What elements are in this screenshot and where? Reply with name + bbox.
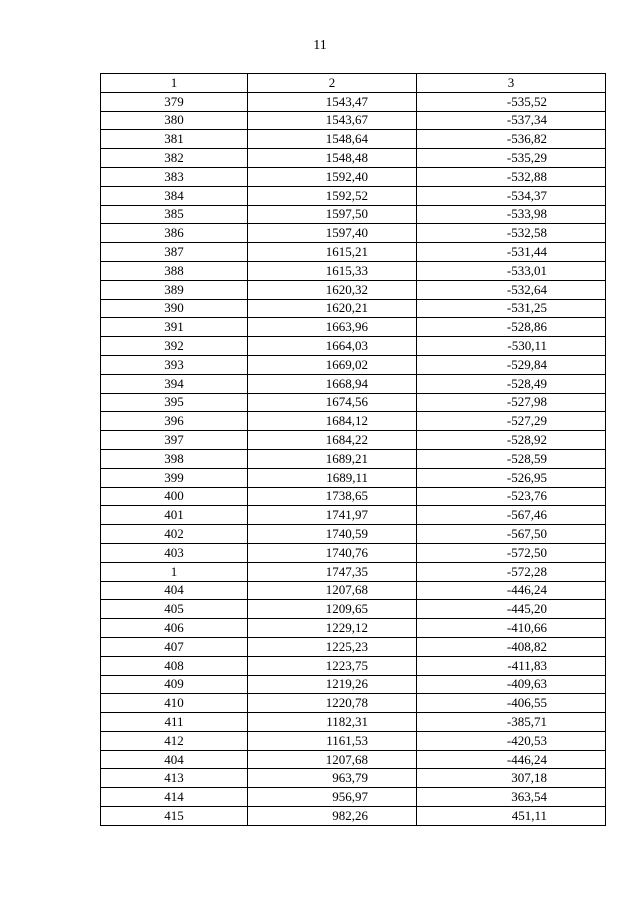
coordinate-x-cell: 1615,21 [248,243,417,262]
coordinate-y-cell: -535,29 [417,149,606,168]
coordinate-y-cell: -523,76 [417,487,606,506]
point-number-cell: 409 [101,675,248,694]
coordinate-x-cell: 1592,40 [248,167,417,186]
coordinate-y-cell: -526,95 [417,468,606,487]
coordinate-x-cell: 982,26 [248,807,417,826]
table-row [101,374,606,393]
coordinate-y-cell: -446,24 [417,581,606,600]
point-number-cell: 411 [101,713,248,732]
point-number-cell: 383 [101,167,248,186]
table-row [101,788,606,807]
coordinate-x-cell: 1597,50 [248,205,417,224]
coordinate-x-cell: 1620,21 [248,299,417,318]
point-number-cell: 391 [101,318,248,337]
coordinate-x-cell: 1615,33 [248,261,417,280]
coordinate-x-cell: 1182,31 [248,713,417,732]
coordinate-x-cell: 1663,96 [248,318,417,337]
coordinate-y-cell: 307,18 [417,769,606,788]
point-number-cell: 408 [101,656,248,675]
point-number-cell: 384 [101,186,248,205]
coordinates-table [100,73,606,826]
point-number-cell: 390 [101,299,248,318]
table-row [101,261,606,280]
point-number-cell: 403 [101,543,248,562]
coordinate-y-cell: -531,25 [417,299,606,318]
table-row [101,449,606,468]
table-row [101,412,606,431]
coordinate-y-cell: -572,50 [417,543,606,562]
coordinate-x-cell: 1219,26 [248,675,417,694]
table-row [101,562,606,581]
coordinate-y-cell: -532,88 [417,167,606,186]
coordinate-x-cell: 1741,97 [248,506,417,525]
coordinate-y-cell: -528,59 [417,449,606,468]
table-row [101,92,606,111]
table-row [101,675,606,694]
point-number-cell: 412 [101,731,248,750]
point-number-cell: 402 [101,525,248,544]
coordinate-x-cell: 1740,76 [248,543,417,562]
coordinate-y-cell: -528,49 [417,374,606,393]
point-number-cell: 397 [101,431,248,450]
column-header-1: 1 [101,74,248,93]
table-row [101,224,606,243]
point-number-cell: 405 [101,600,248,619]
coordinate-y-cell: -528,86 [417,318,606,337]
coordinate-y-cell: -572,28 [417,562,606,581]
column-header-3: 3 [417,74,606,93]
coordinate-x-cell: 1620,32 [248,280,417,299]
table-row [101,506,606,525]
coordinate-y-cell: -527,98 [417,393,606,412]
coordinate-y-cell: -567,50 [417,525,606,544]
point-number-cell: 410 [101,694,248,713]
coordinate-y-cell: -536,82 [417,130,606,149]
table-row [101,186,606,205]
coordinate-x-cell: 1668,94 [248,374,417,393]
coordinate-y-cell: -534,37 [417,186,606,205]
table-row [101,393,606,412]
coordinate-x-cell: 1664,03 [248,337,417,356]
point-number-cell: 386 [101,224,248,243]
point-number-cell: 394 [101,374,248,393]
point-number-cell: 392 [101,337,248,356]
point-number-cell: 381 [101,130,248,149]
coordinate-x-cell: 1689,11 [248,468,417,487]
table-row [101,337,606,356]
coordinate-x-cell: 1220,78 [248,694,417,713]
point-number-cell: 401 [101,506,248,525]
page-number: 11 [313,38,327,53]
coordinate-x-cell: 1229,12 [248,619,417,638]
coordinate-x-cell: 1548,48 [248,149,417,168]
coordinate-x-cell: 1738,65 [248,487,417,506]
table-row [101,619,606,638]
coordinate-x-cell: 1597,40 [248,224,417,243]
table-row [101,149,606,168]
coordinate-y-cell: -411,83 [417,656,606,675]
point-number-cell: 393 [101,355,248,374]
point-number-cell: 382 [101,149,248,168]
table-row [101,525,606,544]
coordinate-y-cell: -532,64 [417,280,606,299]
table-row [101,468,606,487]
point-number-cell: 415 [101,807,248,826]
coordinate-x-cell: 1543,47 [248,92,417,111]
point-number-cell: 387 [101,243,248,262]
coordinate-y-cell: -527,29 [417,412,606,431]
point-number-cell: 398 [101,449,248,468]
point-number-cell: 400 [101,487,248,506]
table-row [101,807,606,826]
coordinate-x-cell: 1161,53 [248,731,417,750]
point-number-cell: 379 [101,92,248,111]
table-row [101,731,606,750]
coordinate-x-cell: 1543,67 [248,111,417,130]
coordinate-x-cell: 1684,22 [248,431,417,450]
point-number-cell: 385 [101,205,248,224]
table-row [101,355,606,374]
coordinate-y-cell: 451,11 [417,807,606,826]
coordinate-x-cell: 1669,02 [248,355,417,374]
table-row [101,431,606,450]
table-row [101,581,606,600]
coordinate-y-cell: -528,92 [417,431,606,450]
table-row [101,637,606,656]
point-number-cell: 380 [101,111,248,130]
table-row [101,543,606,562]
point-number-cell: 414 [101,788,248,807]
table-row [101,769,606,788]
table-row [101,600,606,619]
point-number-cell: 389 [101,280,248,299]
coordinate-y-cell: -529,84 [417,355,606,374]
point-number-cell: 404 [101,750,248,769]
coordinate-x-cell: 1592,52 [248,186,417,205]
coordinate-y-cell: -537,34 [417,111,606,130]
coordinate-y-cell: -533,98 [417,205,606,224]
point-number-cell: 413 [101,769,248,788]
table-row [101,130,606,149]
coordinate-x-cell: 1747,35 [248,562,417,581]
coordinate-x-cell: 1223,75 [248,656,417,675]
coordinate-x-cell: 1689,21 [248,449,417,468]
coordinate-x-cell: 1209,65 [248,600,417,619]
coordinate-y-cell: -446,24 [417,750,606,769]
coordinate-x-cell: 1684,12 [248,412,417,431]
coordinate-x-cell: 1740,59 [248,525,417,544]
table-row [101,243,606,262]
table-row [101,750,606,769]
coordinate-y-cell: -409,63 [417,675,606,694]
point-number-cell: 404 [101,581,248,600]
point-number-cell: 407 [101,637,248,656]
coordinate-y-cell: 363,54 [417,788,606,807]
coordinate-y-cell: -445,20 [417,600,606,619]
table-row [101,111,606,130]
column-header-2: 2 [248,74,417,93]
coordinate-y-cell: -533,01 [417,261,606,280]
coordinate-y-cell: -408,82 [417,637,606,656]
table-body [101,74,606,826]
coordinate-x-cell: 1207,68 [248,581,417,600]
coordinate-y-cell: -532,58 [417,224,606,243]
coordinate-x-cell: 963,79 [248,769,417,788]
coordinate-y-cell: -567,46 [417,506,606,525]
table-row [101,318,606,337]
point-number-cell: 388 [101,261,248,280]
coordinate-x-cell: 1548,64 [248,130,417,149]
table-header-row [101,74,606,93]
coordinate-y-cell: -535,52 [417,92,606,111]
table-row [101,167,606,186]
coordinate-x-cell: 1225,23 [248,637,417,656]
point-number-cell: 1 [101,562,248,581]
table-row [101,656,606,675]
point-number-cell: 395 [101,393,248,412]
table-row [101,280,606,299]
coordinate-y-cell: -420,53 [417,731,606,750]
coordinate-y-cell: -530,11 [417,337,606,356]
table-row [101,694,606,713]
coordinate-y-cell: -406,55 [417,694,606,713]
table-row [101,205,606,224]
coordinate-x-cell: 1207,68 [248,750,417,769]
coordinate-y-cell: -410,66 [417,619,606,638]
point-number-cell: 406 [101,619,248,638]
coordinate-x-cell: 956,97 [248,788,417,807]
coordinate-y-cell: -385,71 [417,713,606,732]
table-row [101,713,606,732]
coordinate-x-cell: 1674,56 [248,393,417,412]
table-row [101,487,606,506]
point-number-cell: 396 [101,412,248,431]
point-number-cell: 399 [101,468,248,487]
coordinate-y-cell: -531,44 [417,243,606,262]
table-row [101,299,606,318]
